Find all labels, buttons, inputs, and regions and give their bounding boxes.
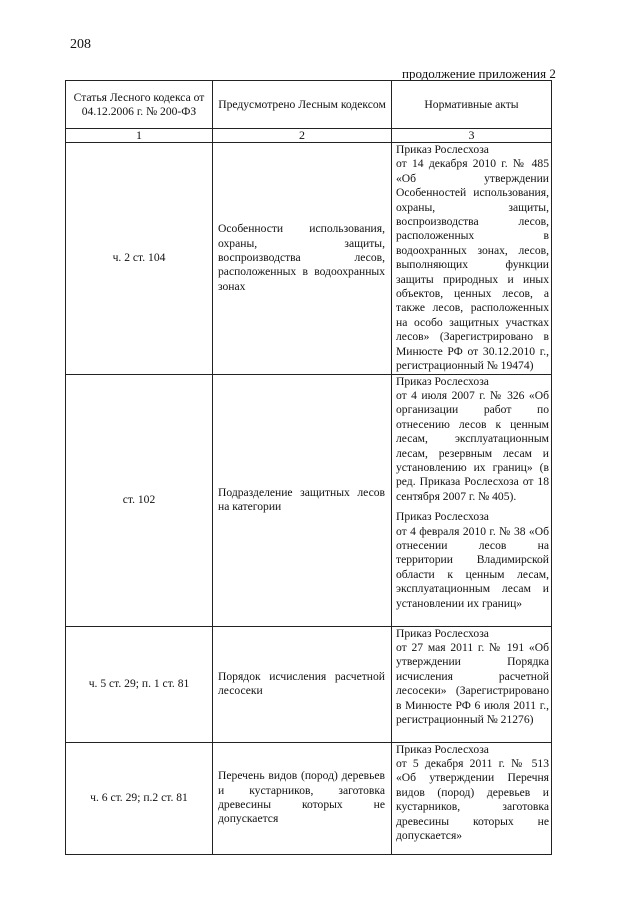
act-title: Приказ Рослесхоза xyxy=(396,742,489,756)
act-text: от 14 декабря 2010 г. № 485 «Об утверждении Особенностей использования, охраны, защиты, воспроизводства лесов, расположенных в водоохранных зонах, лесов, выполняющих функции защиты природных и иных объектов, ценных лесов, а также лесов, расположенных на особо защитных участках лесов» (Зарегистрировано в Минюсте РФ от 30.12.2010 г., регистрационный № 19474) xyxy=(396,157,549,373)
act-entry xyxy=(396,743,549,844)
header-provision: Предусмотрено Лесным кодексом xyxy=(213,81,392,129)
table-row xyxy=(66,626,552,742)
act-text: от 4 февраля 2010 г. № 38 «Об отнесении лесов на территории Владимирской области к ценным лесам, эксплуатационным лесам и установлении их границ» xyxy=(396,524,549,610)
act-title: Приказ Рослесхоза xyxy=(396,143,489,156)
provision-cell: Особенности использования, охраны, защиты, воспроизводства лесов, расположенных в водоохранных зонах xyxy=(213,143,392,375)
column-number: 2 xyxy=(213,129,392,143)
act-text: от 27 мая 2011 г. № 191 «Об утверждении Порядка исчисления расчетной лесосеки» (Зарегистрировано в Минюсте РФ 6 июля 2011 г., регистрационный № 21276) xyxy=(396,640,549,726)
act-title: Приказ Рослесхоза xyxy=(396,374,489,388)
act-title: Приказ Рослесхоза xyxy=(396,510,489,524)
header-acts: Нормативные акты xyxy=(392,81,552,129)
acts-cell xyxy=(392,742,552,854)
header-article: Статья Лесного кодекса от 04.12.2006 г. № 200-ФЗ xyxy=(66,81,213,129)
act-entry xyxy=(396,510,549,611)
acts-cell xyxy=(392,143,552,375)
column-number: 1 xyxy=(66,129,213,143)
act-text: от 5 декабря 2011 г. № 513 «Об утверждении Перечня видов (пород) деревьев и кустарников, заготовка древесины которых не допускается» xyxy=(396,756,549,842)
article-cell: ч. 5 ст. 29; п. 1 ст. 81 xyxy=(66,626,213,742)
regulations-table xyxy=(65,80,552,855)
column-number: 3 xyxy=(392,129,552,143)
act-entry xyxy=(396,143,549,374)
table-row xyxy=(66,143,552,375)
acts-cell xyxy=(392,374,552,626)
provision-cell: Подразделение защитных лесов на категории xyxy=(213,374,392,626)
acts-cell xyxy=(392,626,552,742)
act-title: Приказ Рослесхоза xyxy=(396,626,489,640)
continuation-label: продолжение приложения 2 xyxy=(402,66,556,81)
act-entry xyxy=(396,375,549,505)
table-row xyxy=(66,374,552,626)
act-text: от 4 июля 2007 г. № 326 «Об организации работ по отнесению лесов к ценным лесам, эксплуатационным лесам, резервным лесам и установлению их границ» (в ред. Приказа Рослесхоза от 18 сентября 2007 г. № 405). xyxy=(396,388,549,503)
column-number-row xyxy=(66,129,552,143)
article-cell: ч. 6 ст. 29; п.2 ст. 81 xyxy=(66,742,213,854)
table-header-row xyxy=(66,81,552,129)
provision-cell: Перечень видов (пород) деревьев и кустарников, заготовка древесины которых не допускается xyxy=(213,742,392,854)
article-cell: ч. 2 ст. 104 xyxy=(66,143,213,375)
article-cell: ст. 102 xyxy=(66,374,213,626)
provision-cell: Порядок исчисления расчетной лесосеки xyxy=(213,626,392,742)
act-entry xyxy=(396,627,549,728)
table-row xyxy=(66,742,552,854)
page-number: 208 xyxy=(70,37,91,52)
